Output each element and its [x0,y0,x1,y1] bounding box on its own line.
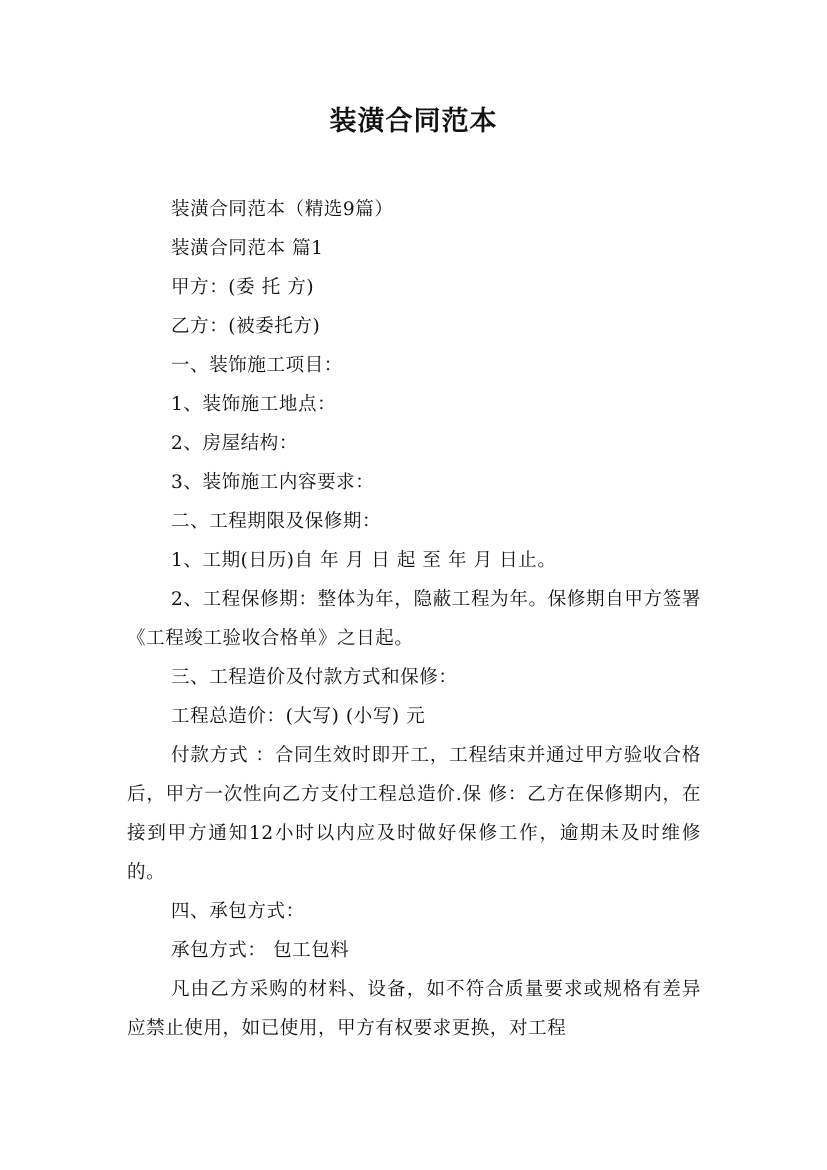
paragraph-total-price: 工程总造价：(大写) (小写) 元 [171,706,426,727]
paragraph-clause-4: 四、承包方式： [171,901,305,922]
paragraph-materials: 凡由乙方采购的材料、设备，如不符合质量要求或规格有差异应禁止使用，如已使用，甲方有权要求更换，对工程 [127,979,701,1039]
document-body [127,190,701,1048]
paragraph-party-b: 乙方：(被委托方) [171,316,321,337]
paragraph-clause-1-2: 2、房屋结构： [171,433,298,454]
paragraph-clause-1: 一、装饰施工项目： [171,355,343,376]
paragraph-clause-3: 三、工程造价及付款方式和保修： [171,667,458,688]
paragraph-clause-2-2: 2、工程保修期：整体为年，隐蔽工程为年。保修期自甲方签署《工程竣工验收合格单》之日起。 [127,589,701,649]
paragraph-clause-1-3: 3、装饰施工内容要求： [171,472,375,493]
paragraph-party-a: 甲方：(委 托 方) [171,277,315,298]
paragraph-subtitle: 装潢合同范本（精选9篇） [171,199,394,220]
document-title: 装潢合同范本 [329,106,498,137]
paragraph-clause-2-1: 1、工期(日历)自 年 月 日 起 至 年 月 日止。 [171,550,557,571]
paragraph-contract-mode: 承包方式： 包工包料 [171,940,350,961]
paragraph-section-heading: 装潢合同范本 篇1 [171,238,324,259]
paragraph-payment-terms: 付款方式 ：合同生效时即开工，工程结束并通过甲方验收合格后，甲方一次性向乙方支付工程总造价.保 修：乙方在保修期内，在接到甲方通知12小时以内应及时做好保修工作，逾期未及时维修的。 [127,745,701,883]
paragraph-clause-2: 二、工程期限及保修期： [171,511,382,532]
paragraph-clause-1-1: 1、装饰施工地点： [171,394,337,415]
